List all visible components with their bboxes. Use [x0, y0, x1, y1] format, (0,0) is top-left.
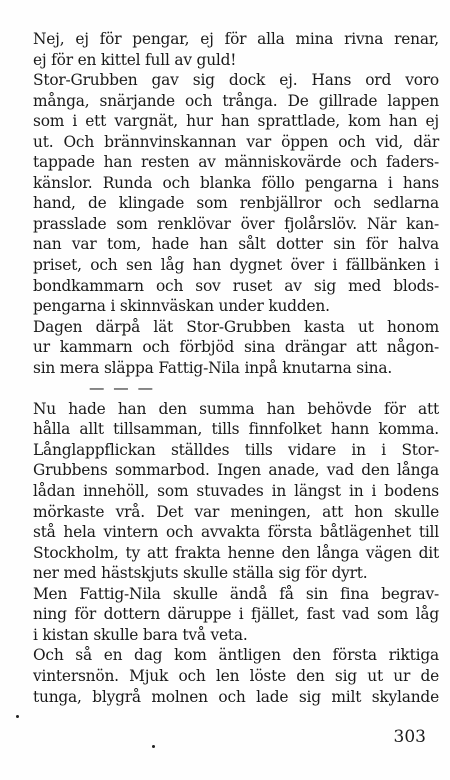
text-line: nan var tom, hade han sålt dotter sin för halva	[33, 235, 439, 254]
text-line: som i ett vargnät, hur han sprattlade, kom han ej	[33, 112, 439, 131]
text-line: tunga, blygrå molnen och lade sig milt skylande	[33, 687, 439, 706]
text-line: känslor. Runda och blanka föllo pengarna i hans	[33, 173, 439, 192]
body-text	[33, 29, 439, 707]
text-line: i kistan skulle bara två veta.	[33, 625, 248, 644]
text-line: prasslade som renklövar över fjolårslöv. När kan-	[33, 214, 439, 233]
text-line: mörkaste vrå. Det var meningen, att hon skulle	[33, 502, 439, 521]
text-section-after-separator	[33, 399, 439, 707]
text-line: Och så en dag kom äntligen den första riktiga	[33, 646, 439, 665]
text-line: hålla allt tillsamman, tills finnfolket hann komma.	[33, 420, 439, 439]
text-line: pengarna i skinnväskan under kudden.	[33, 297, 330, 316]
text-line: ning för dottern däruppe i fjället, fast vad som låg	[33, 605, 439, 624]
text-line: ner med hästskjuts skulle ställa sig för dyrt.	[33, 564, 368, 583]
text-line: Nej, ej för pengar, ej för alla mina rivna renar,	[33, 30, 439, 48]
text-line: tappade han resten av människovärde och faders-	[33, 153, 439, 172]
section-separator: — — —	[89, 379, 155, 398]
text-line: Men Fattig-Nila skulle ändå få sin fina begrav-	[33, 584, 439, 603]
text-line: Nu hade han den summa han behövde för att	[33, 399, 439, 418]
text-line: vintersnön. Mjuk och len löste den sig ut ur de	[33, 666, 439, 685]
print-speck	[152, 745, 155, 748]
text-line: Stockholm, ty att frakta henne den långa vägen dit	[33, 543, 439, 562]
text-section-before-separator	[33, 29, 439, 378]
text-line: ej för en kittel full av guld!	[33, 50, 237, 69]
print-speck	[16, 715, 19, 718]
page-number: 303	[393, 727, 426, 747]
text-line: ut. Och brännvinskannan var öppen och vid, där	[33, 132, 439, 151]
text-line: sin mera släppa Fattig-Nila inpå knutarna sina.	[33, 358, 393, 377]
text-line: många, snärjande och trånga. De gillrade lappen	[33, 91, 439, 110]
text-line: hand, de klingade som renbjällror och sedlarna	[33, 194, 439, 213]
text-line: lådan innehöll, som stuvades in längst in i bodens	[33, 482, 439, 501]
text-line: bondkammarn och sov ruset av sig med blods-	[33, 276, 439, 295]
text-line: stå hela vintern och avvakta första båtlägenhet till	[33, 523, 439, 542]
text-line: priset, och sen låg han dygnet över i fällbänken i	[33, 256, 439, 275]
text-line: Dagen därpå lät Stor-Grubben kasta ut honom	[33, 317, 439, 336]
text-line: Grubbens sommarbod. Ingen anade, vad den långa	[33, 461, 439, 480]
text-line: Långlappflickan ställdes tills vidare in i Stor-	[33, 440, 439, 459]
text-line: ur kammarn och förbjöd sina drängar att någon-	[33, 338, 439, 357]
text-line: Stor-Grubben gav sig dock ej. Hans ord voro	[33, 71, 439, 90]
